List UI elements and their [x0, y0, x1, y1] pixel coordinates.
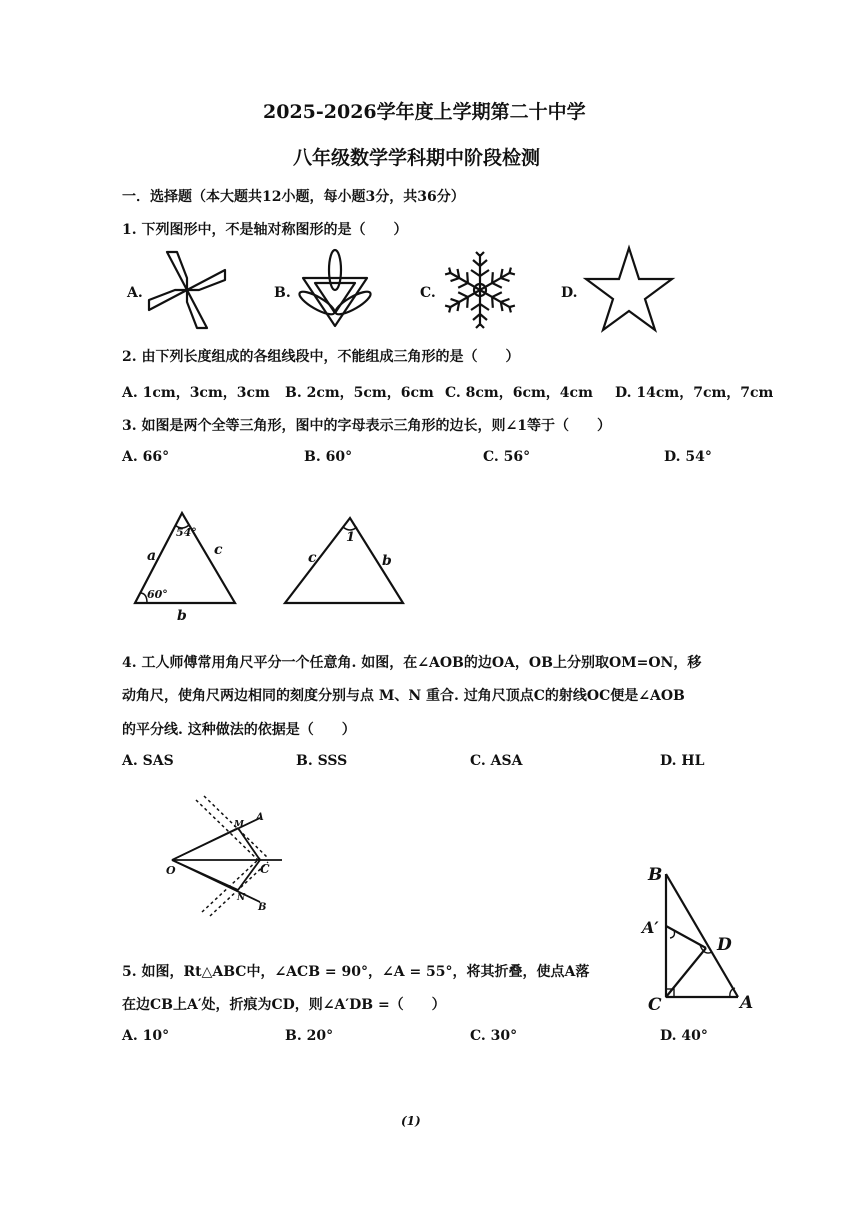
q4-option-d[interactable]: D. HL: [660, 753, 705, 769]
q5-triangle-figure: [640, 860, 760, 1020]
q3-option-c[interactable]: C. 56°: [483, 449, 531, 465]
q4-fig-label-a: A: [256, 812, 264, 823]
star-figure: [583, 245, 675, 333]
q1-stem: 1. 下列图形中，不是轴对称图形的是（ ）: [122, 222, 408, 238]
snowflake-figure: [440, 248, 520, 333]
q3-fig2-side-left: c: [308, 550, 317, 566]
q4-stem-line2: 动角尺，使角尺两边相同的刻度分别与点 M、N 重合. 过角尺顶点C的射线OC便是∠AOB: [122, 688, 685, 704]
q3-fig1-side-right: c: [214, 542, 223, 558]
q1-option-c[interactable]: C.: [420, 285, 436, 301]
q3-fig1-angle-bottom: 60°: [147, 588, 168, 601]
q5-fig-label-a: A: [740, 993, 754, 1013]
q3-stem: 3. 如图是两个全等三角形，图中的字母表示三角形的边长，则∠1等于（ ）: [122, 418, 611, 434]
q1-option-d[interactable]: D.: [561, 285, 578, 301]
q3-fig1-side-bottom: b: [177, 608, 187, 624]
school-title: 2025-2026学年度上学期第二十中学: [263, 101, 586, 123]
section-heading: 一．选择题（本大题共12小题，每小题3分，共36分）: [122, 189, 465, 205]
q5-fig-label-d: D: [717, 935, 732, 955]
q4-fig-label-m: M: [234, 820, 244, 830]
q2-option-d[interactable]: D. 14cm，7cm，7cm: [615, 385, 774, 401]
q3-fig1-side-left: a: [147, 548, 157, 564]
q2-option-c[interactable]: C. 8cm，6cm，4cm: [445, 385, 593, 401]
q1-option-b[interactable]: B.: [274, 285, 291, 301]
q2-stem: 2. 由下列长度组成的各组线段中，不能组成三角形的是（ ）: [122, 349, 520, 365]
q3-fig2-side-right: b: [382, 553, 392, 569]
q4-stem-line3: 的平分线. 这种做法的依据是（ ）: [122, 722, 356, 738]
q5-stem-line1: 5. 如图，Rt△ABC中，∠ACB = 90°，∠A = 55°，将其折叠，使点A落: [122, 964, 590, 980]
q4-fig-label-n: N: [237, 893, 246, 903]
q5-fig-label-c: C: [648, 995, 662, 1015]
pinwheel-figure: [145, 248, 230, 333]
q3-option-d[interactable]: D. 54°: [664, 449, 712, 465]
q1-option-a[interactable]: A.: [127, 285, 143, 301]
page-number: (1): [401, 1114, 421, 1128]
q5-stem-line2: 在边CB上A′处，折痕为CD，则∠A′DB =（ ）: [122, 997, 446, 1013]
q3-triangle-1: [125, 505, 255, 625]
exam-title: 八年级数学学科期中阶段检测: [293, 147, 541, 169]
q3-option-a[interactable]: A. 66°: [122, 449, 170, 465]
q5-option-a[interactable]: A. 10°: [122, 1028, 170, 1044]
q5-option-c[interactable]: C. 30°: [470, 1028, 518, 1044]
q4-fig-label-b: B: [258, 902, 267, 913]
q4-angle-bisector-figure: [160, 790, 300, 920]
q2-option-a[interactable]: A. 1cm，3cm，3cm: [122, 385, 270, 401]
q3-option-b[interactable]: B. 60°: [304, 449, 353, 465]
q4-stem-line1: 4. 工人师傅常用角尺平分一个任意角. 如图，在∠AOB的边OA，OB上分别取OM=ON，移: [122, 655, 702, 671]
q4-option-c[interactable]: C. ASA: [470, 753, 523, 769]
q4-option-b[interactable]: B. SSS: [296, 753, 348, 769]
q4-option-a[interactable]: A. SAS: [122, 753, 174, 769]
q5-option-d[interactable]: D. 40°: [660, 1028, 708, 1044]
q3-fig1-angle-top: 54°: [176, 526, 197, 539]
q5-fig-label-b: B: [648, 865, 663, 885]
q3-triangle-2: [275, 505, 415, 615]
q3-fig2-angle-top: 1: [346, 530, 356, 545]
q5-fig-label-a-prime: A′: [642, 918, 659, 937]
trefoil-triangle-figure: [295, 248, 375, 333]
q2-option-b[interactable]: B. 2cm，5cm，6cm: [285, 385, 434, 401]
q4-fig-label-c: C: [260, 862, 270, 876]
q5-option-b[interactable]: B. 20°: [285, 1028, 334, 1044]
q4-fig-label-o: O: [166, 864, 176, 877]
